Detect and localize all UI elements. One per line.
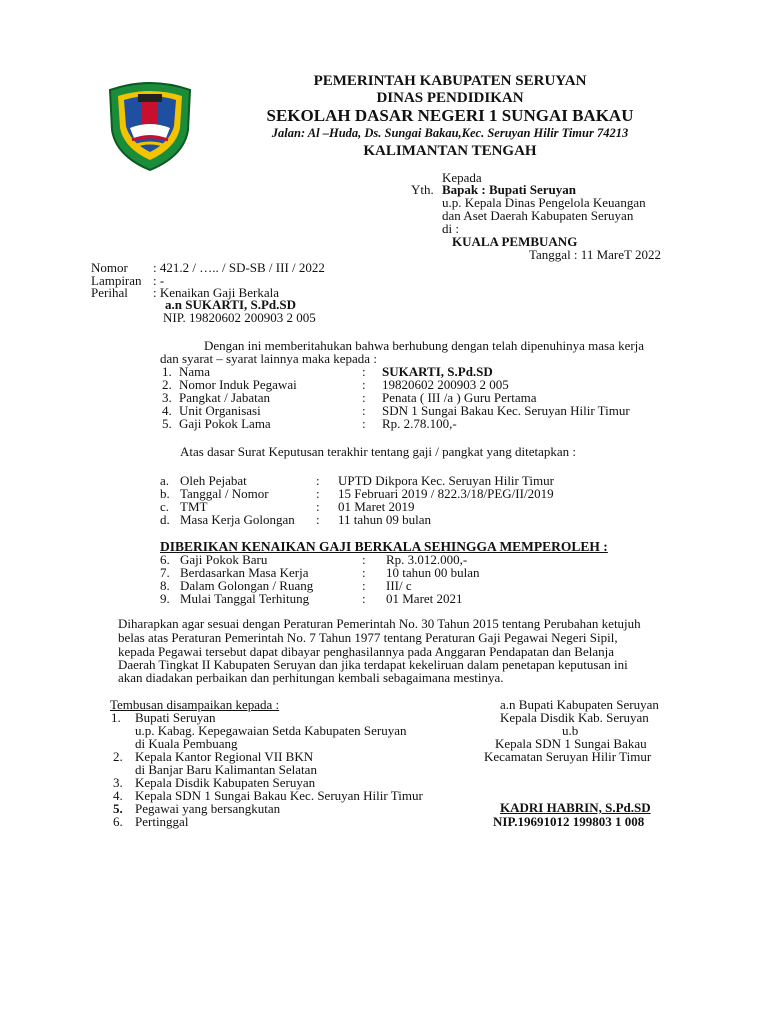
list-item-colon: : bbox=[316, 499, 320, 514]
signatory-nip: NIP.19691012 199803 1 008 bbox=[493, 814, 645, 829]
list-item-colon: : bbox=[362, 591, 366, 606]
closing-line: belas atas Peraturan Pemerintah No. 7 Tahun 1977 tentang Peraturan Gaji Pegawai Negeri Sipil, bbox=[118, 630, 618, 645]
list-item-label: TMT bbox=[180, 499, 208, 514]
cc-title: Tembusan disampaikan kepada : bbox=[110, 697, 280, 712]
recipient-city: KUALA PEMBUANG bbox=[452, 234, 578, 249]
list-item-colon: : bbox=[316, 512, 320, 527]
list-item-colon: : bbox=[362, 578, 366, 593]
list-item-number: b. bbox=[160, 486, 170, 501]
list-item-value: 01 Maret 2021 bbox=[386, 591, 463, 606]
list-item-label: Oleh Pejabat bbox=[180, 473, 247, 488]
signature-line: u.b bbox=[562, 723, 579, 738]
cc-number: 3. bbox=[113, 775, 123, 790]
list-item-number: 1. bbox=[162, 364, 172, 379]
list-item-colon: : bbox=[362, 565, 366, 580]
signatory-name: KADRI HABRIN, S.Pd.SD bbox=[500, 800, 651, 815]
list-item-value: 19820602 200903 2 005 bbox=[382, 377, 509, 392]
list-item-label: Berdasarkan Masa Kerja bbox=[180, 565, 309, 580]
nomor-label: Nomor bbox=[91, 260, 128, 275]
list-item-colon: : bbox=[362, 403, 366, 418]
list-item-number: 2. bbox=[162, 377, 172, 392]
list-item-number: 9. bbox=[160, 591, 170, 606]
signature-line: Kepala Disdik Kab. Seruyan bbox=[500, 710, 649, 725]
list-item-value: 11 tahun 09 bulan bbox=[338, 512, 432, 527]
list-item-value: UPTD Dikpora Kec. Seruyan Hilir Timur bbox=[338, 473, 554, 488]
list-item-label: Tanggal / Nomor bbox=[180, 486, 269, 501]
cc-number: 2. bbox=[113, 749, 123, 764]
closing-line: Diharapkan agar sesuai dengan Peraturan Pemerintah No. 30 Tahun 2015 tentang Perubahan ketujuh bbox=[118, 616, 641, 631]
cc-item: Kepala Disdik Kabupaten Seruyan bbox=[135, 775, 316, 790]
cc-number: 1. bbox=[111, 710, 121, 725]
list-item-number: c. bbox=[160, 499, 170, 514]
letter-date: Tanggal : 11 MareT 2022 bbox=[529, 247, 661, 262]
basis-statement: Atas dasar Surat Keputusan terakhir tentang gaji / pangkat yang ditetapkan : bbox=[180, 444, 577, 459]
list-item-label: Pangkat / Jabatan bbox=[179, 390, 270, 405]
cc-item: Kepala Kantor Regional VII BKN bbox=[135, 749, 314, 764]
signature-line: Kepala SDN 1 Sungai Bakau bbox=[495, 736, 647, 751]
header-province: KALIMANTAN TENGAH bbox=[363, 143, 537, 159]
perihal-label: Perihal bbox=[91, 285, 128, 300]
closing-line: kepada Pegawai tersebut dapat dibayar penghasilannya pada Anggaran Pendapatan dan Belanja bbox=[118, 644, 614, 659]
list-item-label: Masa Kerja Golongan bbox=[180, 512, 295, 527]
perihal-an: a.n SUKARTI, S.Pd.SD bbox=[165, 297, 297, 312]
list-item-colon: : bbox=[362, 552, 366, 567]
list-item-number: 3. bbox=[162, 390, 172, 405]
cc-number: 6. bbox=[113, 814, 123, 829]
closing-line: Daerah Tingkat II Kabupaten Seruyan dan jika terdapat kekeliruan dalam penetapan keputusan ini bbox=[118, 657, 628, 672]
cc-item: di Banjar Baru Kalimantan Selatan bbox=[135, 762, 317, 777]
list-item-value: SUKARTI, S.Pd.SD bbox=[382, 364, 493, 379]
cc-item: Bupati Seruyan bbox=[135, 710, 216, 725]
list-item-value: Rp. 2.78.100,- bbox=[382, 416, 457, 431]
signature-line: a.n Bupati Kabupaten Seruyan bbox=[500, 697, 659, 712]
intro-line1: Dengan ini memberitahukan bahwa berhubung dengan telah dipenuhinya masa kerja bbox=[204, 338, 645, 353]
list-item-value: Penata ( III /a ) Guru Pertama bbox=[382, 390, 537, 405]
list-item-number: 8. bbox=[160, 578, 170, 593]
list-item-colon: : bbox=[316, 473, 320, 488]
list-item-label: Dalam Golongan / Ruang bbox=[180, 578, 314, 593]
recipient-up-line1: u.p. Kepala Dinas Pengelola Keuangan bbox=[442, 195, 646, 210]
list-item-colon: : bbox=[362, 390, 366, 405]
list-item-value: Rp. 3.012.000,- bbox=[386, 552, 468, 567]
intro-line2: dan syarat – syarat lainnya maka kepada : bbox=[160, 351, 377, 366]
nomor-value: : 421.2 / ….. / SD-SB / III / 2022 bbox=[153, 260, 325, 275]
recipient-di: di : bbox=[442, 221, 459, 236]
perihal-nip: NIP. 19820602 200903 2 005 bbox=[163, 310, 316, 325]
header-department: DINAS PENDIDIKAN bbox=[376, 90, 524, 106]
lampiran-label: Lampiran bbox=[91, 273, 142, 288]
header-address: Jalan: Al –Huda, Ds. Sungai Bakau,Kec. Seruyan Hilir Timur 74213 bbox=[271, 126, 629, 140]
list-item-colon: : bbox=[362, 364, 366, 379]
cc-item: Kepala SDN 1 Sungai Bakau Kec. Seruyan Hilir Timur bbox=[135, 788, 423, 803]
header-school: SEKOLAH DASAR NEGERI 1 SUNGAI BAKAU bbox=[266, 106, 634, 125]
recipient-name: Bapak : Bupati Seruyan bbox=[442, 182, 577, 197]
recipient-kepada: Kepada bbox=[442, 170, 482, 185]
cc-number: 4. bbox=[113, 788, 123, 803]
cc-number: 5. bbox=[113, 801, 123, 816]
list-item-value: 01 Maret 2019 bbox=[338, 499, 415, 514]
list-item-value: SDN 1 Sungai Bakau Kec. Seruyan Hilir Timur bbox=[382, 403, 630, 418]
signature-line: Kecamatan Seruyan Hilir Timur bbox=[484, 749, 652, 764]
list-item-number: 4. bbox=[162, 403, 172, 418]
list-item-number: a. bbox=[160, 473, 170, 488]
list-item-value: III/ c bbox=[386, 578, 412, 593]
list-item-number: 5. bbox=[162, 416, 172, 431]
list-item-colon: : bbox=[362, 377, 366, 392]
list-item-label: Gaji Pokok Lama bbox=[179, 416, 271, 431]
list-item-label: Nama bbox=[179, 364, 211, 379]
cc-item: di Kuala Pembuang bbox=[135, 736, 238, 751]
list-item-label: Gaji Pokok Baru bbox=[180, 552, 268, 567]
list-item-label: Unit Organisasi bbox=[179, 403, 261, 418]
perihal-value: : Kenaikan Gaji Berkala bbox=[153, 285, 279, 300]
section-title: DIBERIKAN KENAIKAN GAJI BERKALA SEHINGGA MEMPEROLEH : bbox=[160, 539, 608, 554]
cc-item: u.p. Kabag. Kepegawaian Setda Kabupaten Seruyan bbox=[135, 723, 407, 738]
list-item-number: 6. bbox=[160, 552, 170, 567]
list-item-number: 7. bbox=[160, 565, 170, 580]
list-item-value: 15 Februari 2019 / 822.3/18/PEG/II/2019 bbox=[338, 486, 554, 501]
cc-item: Pertinggal bbox=[135, 814, 189, 829]
header-government: PEMERINTAH KABUPATEN SERUYAN bbox=[313, 73, 587, 89]
list-item-colon: : bbox=[316, 486, 320, 501]
list-item-label: Nomor Induk Pegawai bbox=[179, 377, 297, 392]
cc-item: Pegawai yang bersangkutan bbox=[135, 801, 281, 816]
lampiran-value: : - bbox=[153, 273, 165, 288]
closing-line: akan diadakan perbaikan dan perhitungan kembali sebagaimana mestinya. bbox=[118, 670, 504, 685]
recipient-up-line2: dan Aset Daerah Kabupaten Seruyan bbox=[442, 208, 634, 223]
regency-emblem-logo bbox=[104, 80, 196, 172]
list-item-value: 10 tahun 00 bulan bbox=[386, 565, 480, 580]
list-item-number: d. bbox=[160, 512, 170, 527]
recipient-yth: Yth. bbox=[411, 182, 434, 197]
list-item-label: Mulai Tanggal Terhitung bbox=[180, 591, 310, 606]
list-item-colon: : bbox=[362, 416, 366, 431]
